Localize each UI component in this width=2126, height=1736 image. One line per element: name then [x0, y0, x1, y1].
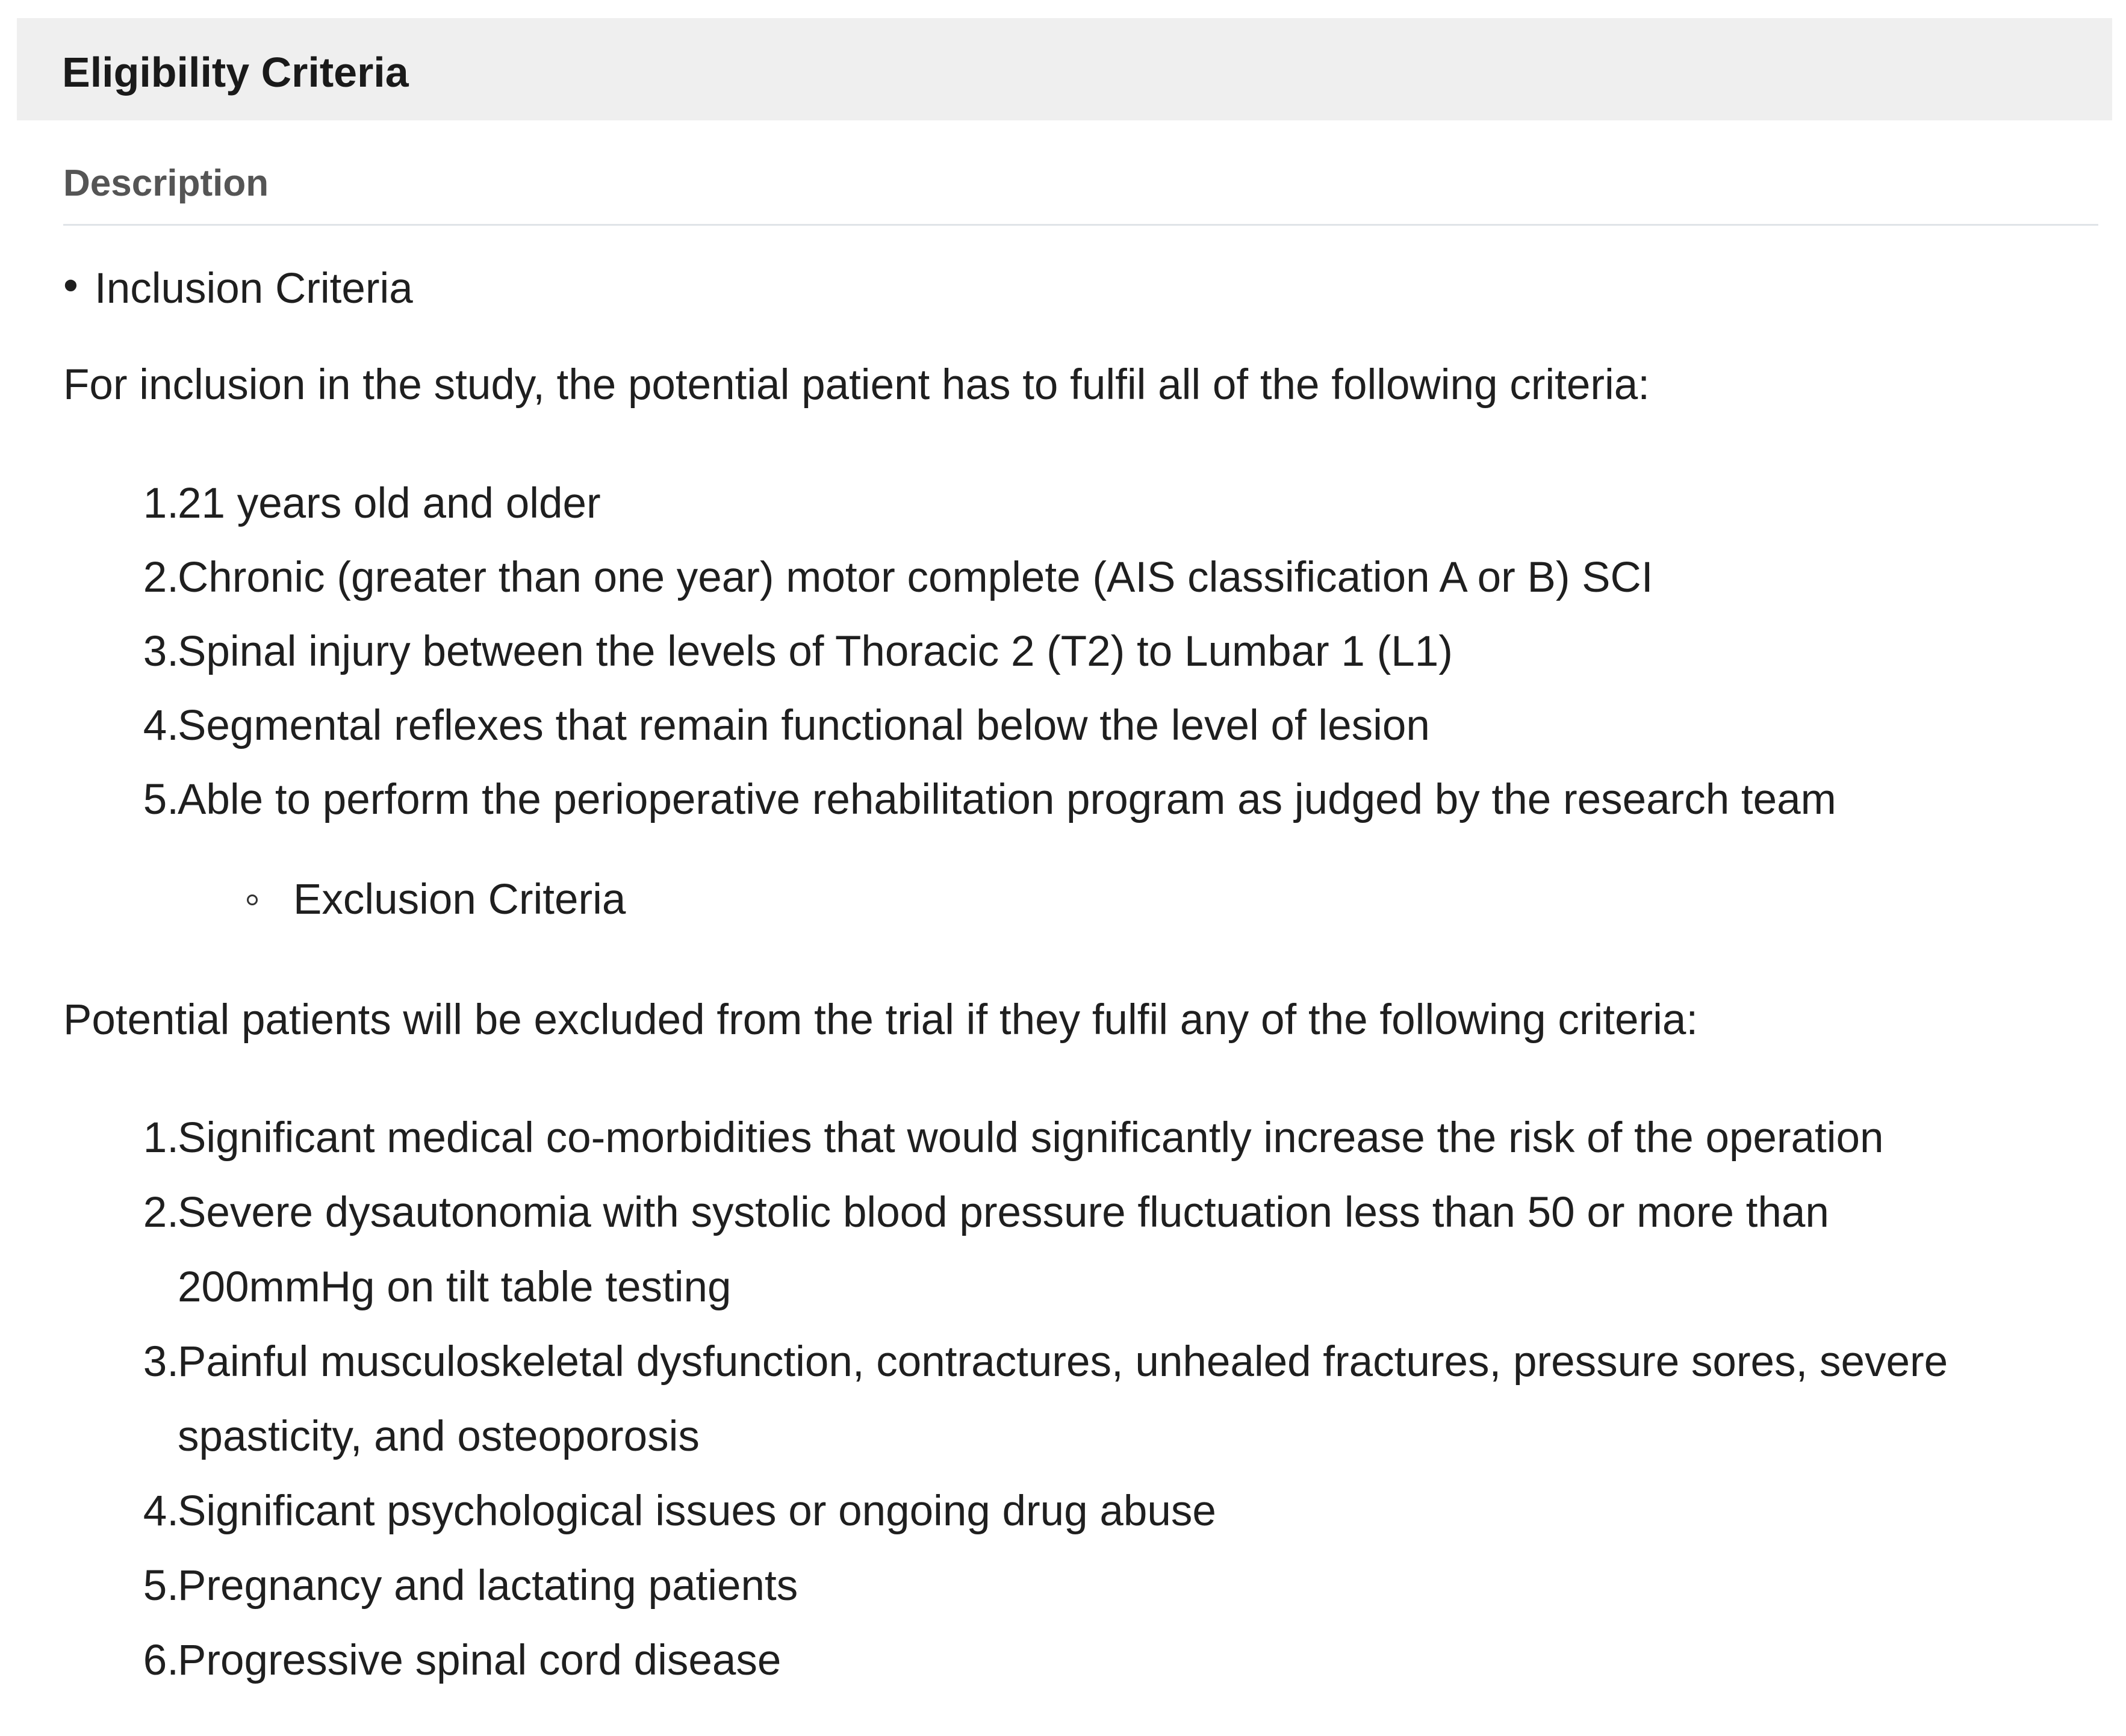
- list-item-number: 2.: [143, 554, 179, 601]
- divider: [63, 224, 2098, 226]
- list-item: Painful musculoskeletal dysfunction, contractures, unhealed fractures, pressure sores, severe: [178, 1338, 1948, 1386]
- list-item: Pregnancy and lactating patients: [178, 1562, 798, 1610]
- list-item-continuation: 200mmHg on tilt table testing: [178, 1263, 732, 1311]
- list-item: Severe dysautonomia with systolic blood pressure fluctuation less than 50 or more than: [178, 1189, 1829, 1236]
- list-item-number: 3.: [143, 1338, 179, 1386]
- list-item-number: 2.: [143, 1189, 179, 1236]
- list-item: 21 years old and older: [178, 480, 601, 527]
- list-item-number: 3.: [143, 628, 179, 675]
- list-item-number: 1.: [143, 480, 179, 527]
- section-label: Description: [63, 163, 269, 204]
- list-item-number: 5.: [143, 1562, 179, 1610]
- list-item: Chronic (greater than one year) motor complete (AIS classification A or B) SCI: [178, 554, 1653, 601]
- section-header: [17, 18, 2112, 120]
- inclusion-heading: Inclusion Criteria: [95, 265, 413, 312]
- list-item: Segmental reflexes that remain functional below the level of lesion: [178, 702, 1430, 749]
- list-item: Progressive spinal cord disease: [178, 1637, 782, 1684]
- list-item-number: 5.: [143, 776, 179, 823]
- list-item: Spinal injury between the levels of Thoracic 2 (T2) to Lumbar 1 (L1): [178, 628, 1453, 675]
- bullet-icon: •: [63, 262, 78, 309]
- inclusion-intro: For inclusion in the study, the potential patient has to fulfil all of the following criteria:: [63, 361, 1650, 409]
- list-item: Significant psychological issues or ongoing drug abuse: [178, 1487, 1216, 1535]
- exclusion-heading: Exclusion Criteria: [293, 876, 626, 923]
- list-item: Able to perform the perioperative rehabilitation program as judged by the research team: [178, 776, 1836, 823]
- list-item-continuation: spasticity, and osteoporosis: [178, 1413, 700, 1460]
- exclusion-intro: Potential patients will be excluded from the trial if they fulfil any of the following criteria:: [63, 996, 1699, 1044]
- circle-bullet-icon: [247, 894, 258, 905]
- list-item-number: 4.: [143, 1487, 179, 1535]
- page-title: Eligibility Criteria: [62, 49, 409, 96]
- list-item: Significant medical co-morbidities that would significantly increase the risk of the operation: [178, 1114, 1884, 1162]
- list-item-number: 6.: [143, 1637, 179, 1684]
- list-item-number: 1.: [143, 1114, 179, 1162]
- list-item-number: 4.: [143, 702, 179, 749]
